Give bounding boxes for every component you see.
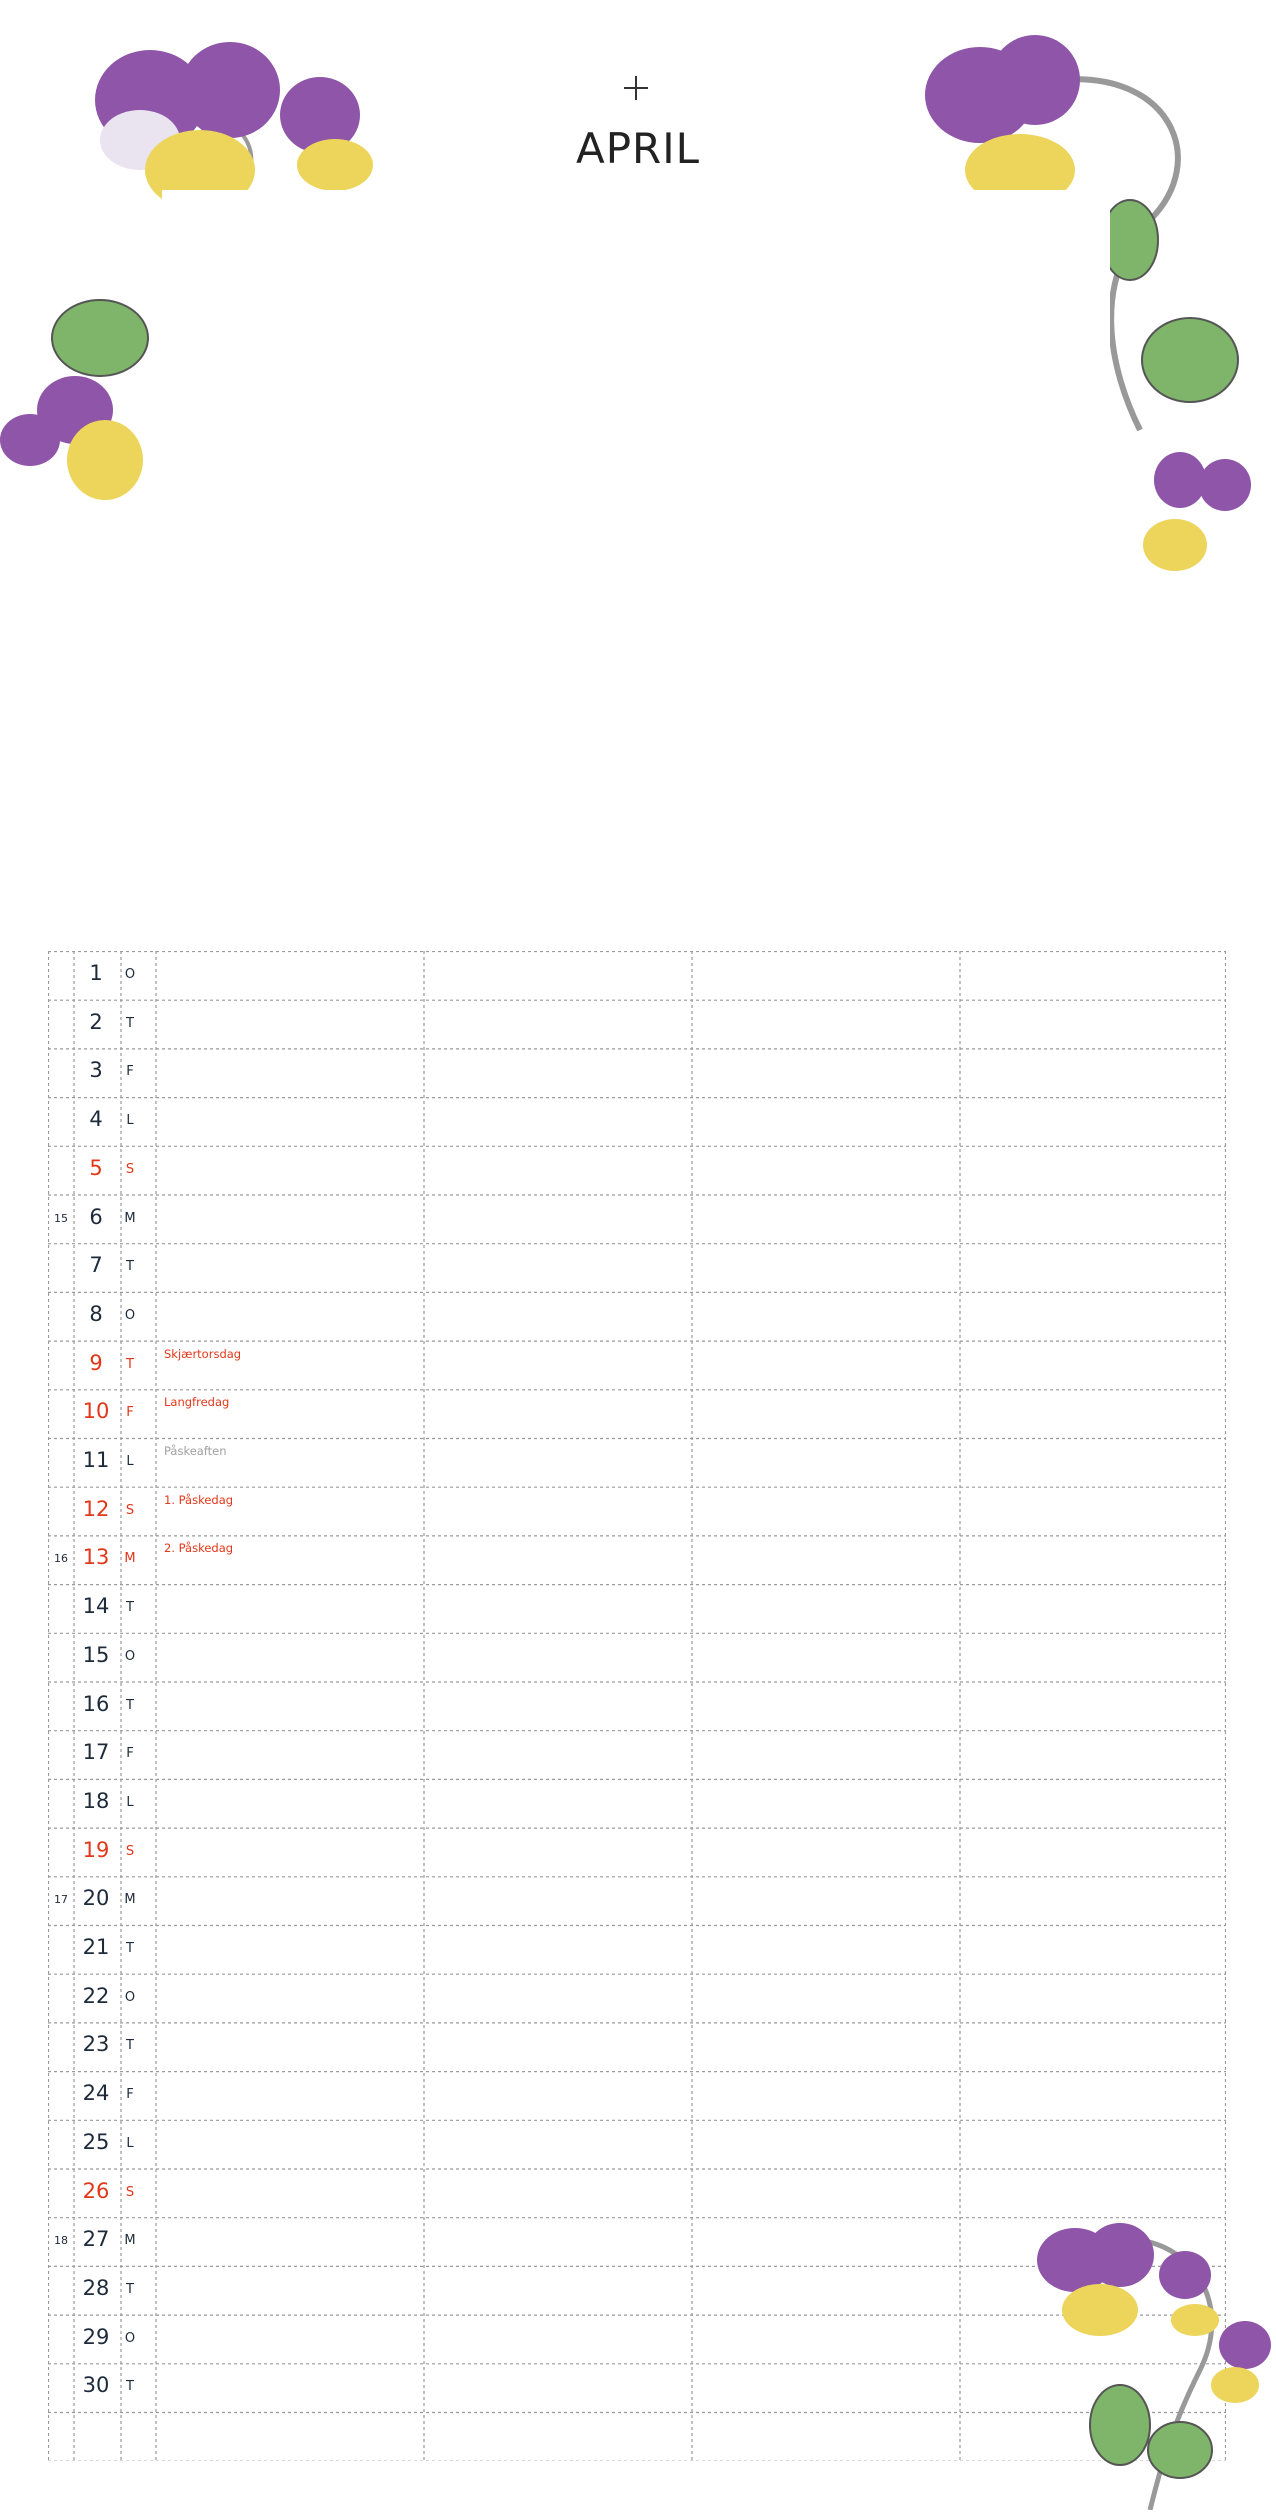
holiday-label: Skjærtorsdag — [164, 1346, 242, 1361]
day-row[interactable] — [48, 1730, 1226, 1779]
day-number: 6 — [89, 1204, 103, 1229]
day-number: 3 — [89, 1058, 103, 1083]
weekday-letter: F — [126, 2087, 134, 2103]
weekday-letter: F — [126, 1405, 134, 1421]
weekday-letter: S — [125, 1161, 135, 1177]
weekday-letter: T — [126, 2379, 134, 2395]
holiday-label: Langfredag — [164, 1395, 230, 1410]
weekday-letter: O — [124, 1307, 136, 1323]
day-row[interactable] — [48, 2022, 1226, 2071]
day-number: 19 — [82, 1837, 110, 1862]
day-row[interactable] — [48, 1000, 1226, 1049]
day-row[interactable] — [48, 1584, 1226, 1633]
day-row[interactable] — [48, 1195, 1226, 1244]
day-number: 15 — [82, 1642, 110, 1667]
day-number: 27 — [82, 2227, 110, 2252]
day-number: 7 — [89, 1253, 103, 1278]
weekday-letter: O — [124, 1648, 136, 1664]
day-row[interactable] — [48, 1292, 1226, 1341]
day-number: 29 — [82, 2324, 110, 2349]
day-number: 8 — [89, 1301, 103, 1326]
weekday-letter: T — [126, 1941, 134, 1956]
day-number: 4 — [89, 1107, 103, 1132]
plus-icon — [624, 76, 648, 100]
day-number: 24 — [82, 2081, 110, 2106]
day-number: 22 — [82, 1983, 110, 2008]
day-row[interactable] — [48, 1341, 1226, 1390]
day-number: 18 — [82, 1788, 110, 1813]
day-number: 28 — [82, 2275, 110, 2300]
day-row[interactable] — [48, 1438, 1226, 1487]
weekday-letter: T — [126, 2281, 134, 2297]
weekday-letter: F — [126, 1746, 134, 1762]
holiday-label: 1. Påskedag — [164, 1492, 234, 1507]
day-number: 13 — [82, 1545, 110, 1570]
weekday-letter: S — [125, 1843, 135, 1859]
weekday-letter: S — [125, 2184, 135, 2200]
weekday-letter: T — [126, 1259, 134, 1275]
day-row[interactable] — [48, 1828, 1226, 1877]
holiday-label: 2. Påskedag — [164, 1541, 234, 1556]
weekday-letter: M — [124, 1551, 136, 1567]
day-row[interactable] — [48, 1048, 1226, 1097]
day-row[interactable] — [48, 1779, 1226, 1828]
weekday-letter: M — [124, 1210, 136, 1226]
day-row[interactable] — [48, 1243, 1226, 1292]
weekday-letter: O — [124, 1989, 136, 2005]
weekday-letter: S — [125, 1502, 135, 1518]
week-number: 16 — [54, 1552, 68, 1566]
day-number: 21 — [82, 1935, 110, 1959]
day-row[interactable] — [48, 1974, 1226, 2023]
day-row[interactable] — [48, 1925, 1226, 1974]
month-title: APRIL — [575, 124, 701, 173]
day-row[interactable] — [48, 951, 1226, 1000]
day-row[interactable] — [48, 1876, 1226, 1925]
day-number: 16 — [82, 1691, 110, 1716]
day-row[interactable] — [48, 1389, 1226, 1438]
day-row[interactable] — [48, 1633, 1226, 1682]
day-number: 14 — [82, 1594, 110, 1619]
day-number: 10 — [82, 1399, 110, 1424]
weekday-letter: F — [126, 1064, 134, 1080]
day-number: 20 — [82, 1886, 110, 1911]
day-row[interactable] — [48, 1487, 1226, 1536]
week-number: 15 — [54, 1211, 68, 1225]
day-row[interactable] — [48, 2071, 1226, 2120]
weekday-letter: T — [126, 1356, 134, 1372]
day-row[interactable] — [48, 1097, 1226, 1146]
weekday-letter: M — [124, 2233, 136, 2249]
weekday-letter: O — [124, 2330, 136, 2346]
weekday-letter: T — [126, 1015, 134, 1031]
day-number: 2 — [89, 1009, 103, 1034]
day-number: 26 — [82, 2178, 110, 2203]
weekday-letter: M — [124, 1892, 136, 1908]
day-row[interactable] — [48, 1535, 1226, 1584]
day-row[interactable] — [48, 1682, 1226, 1731]
weekday-letter: O — [124, 967, 136, 982]
day-row[interactable] — [48, 1146, 1226, 1195]
day-number: 25 — [82, 2129, 110, 2154]
weekday-letter: T — [126, 2038, 134, 2054]
day-number: 23 — [82, 2032, 110, 2057]
day-number: 11 — [82, 1448, 110, 1472]
pansy-cluster-bottom-right — [1020, 2210, 1276, 2510]
day-number: 12 — [82, 1496, 110, 1521]
weekday-letter: T — [126, 1697, 134, 1713]
day-row[interactable] — [48, 2120, 1226, 2169]
day-number: 1 — [89, 961, 103, 985]
weekday-letter: L — [126, 2135, 134, 2151]
weekday-letter: T — [126, 1600, 134, 1616]
day-number: 5 — [89, 1155, 103, 1180]
holiday-label: Påskeaften — [164, 1444, 227, 1458]
day-number: 17 — [82, 1740, 110, 1765]
white-panel — [162, 190, 1110, 950]
weekday-letter: L — [126, 1113, 134, 1129]
week-number: 17 — [54, 1893, 68, 1907]
weekday-letter: L — [126, 1454, 134, 1469]
day-number: 9 — [89, 1350, 103, 1375]
week-number: 18 — [54, 2234, 68, 2248]
weekday-letter: L — [126, 1794, 134, 1810]
day-number: 30 — [82, 2373, 110, 2398]
header — [0, 0, 1276, 200]
